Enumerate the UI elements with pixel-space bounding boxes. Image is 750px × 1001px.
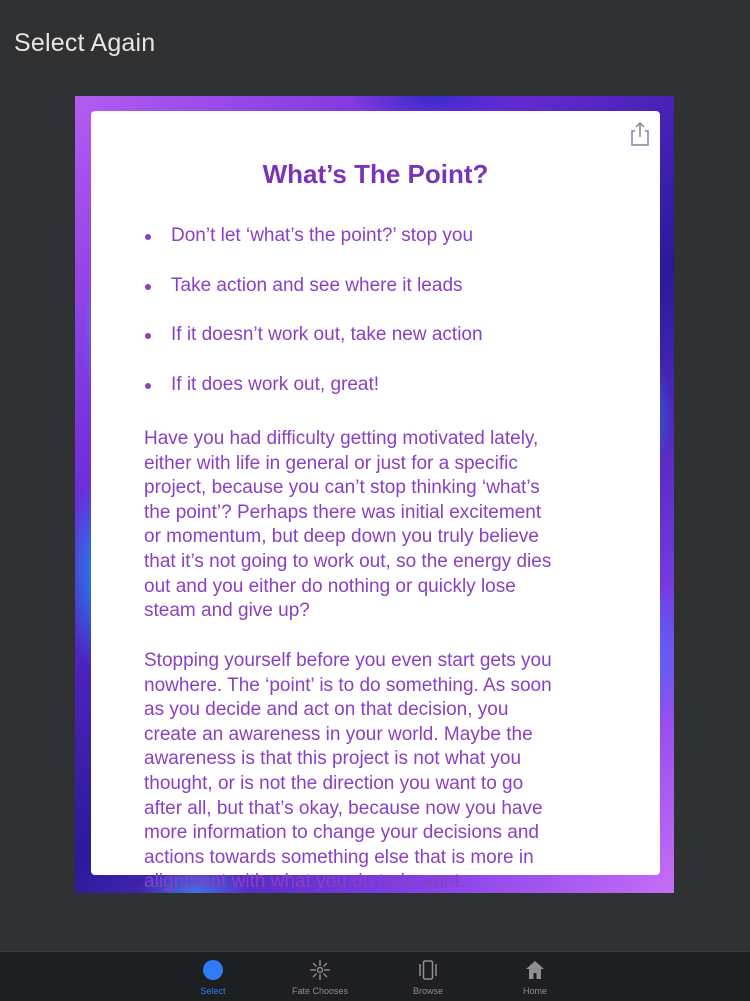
- navigation-bar: [0, 0, 750, 90]
- bullet-item: Take action and see where it leads: [143, 272, 483, 322]
- sparkle-icon: [309, 959, 331, 981]
- card-title: What’s The Point?: [262, 159, 489, 189]
- card-background-frame: [75, 96, 674, 893]
- card-content: [91, 111, 660, 893]
- tab-label: Home: [522, 986, 547, 996]
- bullet-item: Don’t let ‘what’s the point?’ stop you: [143, 222, 483, 272]
- tab-home[interactable]: [495, 952, 575, 1001]
- tab-fate-chooses[interactable]: [280, 952, 360, 1001]
- bullet-item: If it does work out, great!: [143, 371, 483, 421]
- body-paragraph-2: Stopping yourself before you even start gets you nowhere. The ‘point’ is to do something. As soon as you decide and act on that decision, you create an awareness in your world. Maybe the awareness is that this project is not what you thought, or is not the direction you want to go after all, but that’s okay, because now you have more information to change your decisions and actions towards something else that is more in alignment with what you do truly want.: [144, 650, 552, 893]
- share-icon[interactable]: [629, 121, 651, 147]
- tab-label: Fate Chooses: [291, 986, 349, 996]
- tab-bar: [0, 951, 750, 1001]
- body-paragraph-1: Have you had difficulty getting motivated lately, either with life in general or just for a specific project, because you can’t stop thinking ‘what’s the point’? Perhaps there was initial excitement or momentum, but deep down you truly believe that it’s not going to work out, so the energy dies out and you either do nothing or quickly lose steam and give up?: [144, 428, 552, 622]
- select-again-button[interactable]: Select Again: [14, 29, 156, 57]
- bullet-list: [143, 222, 483, 420]
- cards-icon: [417, 959, 439, 981]
- home-icon: [524, 959, 546, 981]
- tab-select[interactable]: [173, 952, 253, 1001]
- circle-icon: [202, 959, 224, 981]
- tab-label: Browse: [412, 986, 443, 996]
- tab-browse[interactable]: [388, 952, 468, 1001]
- tab-label: Select: [200, 986, 226, 996]
- bullet-item: If it doesn’t work out, take new action: [143, 321, 483, 371]
